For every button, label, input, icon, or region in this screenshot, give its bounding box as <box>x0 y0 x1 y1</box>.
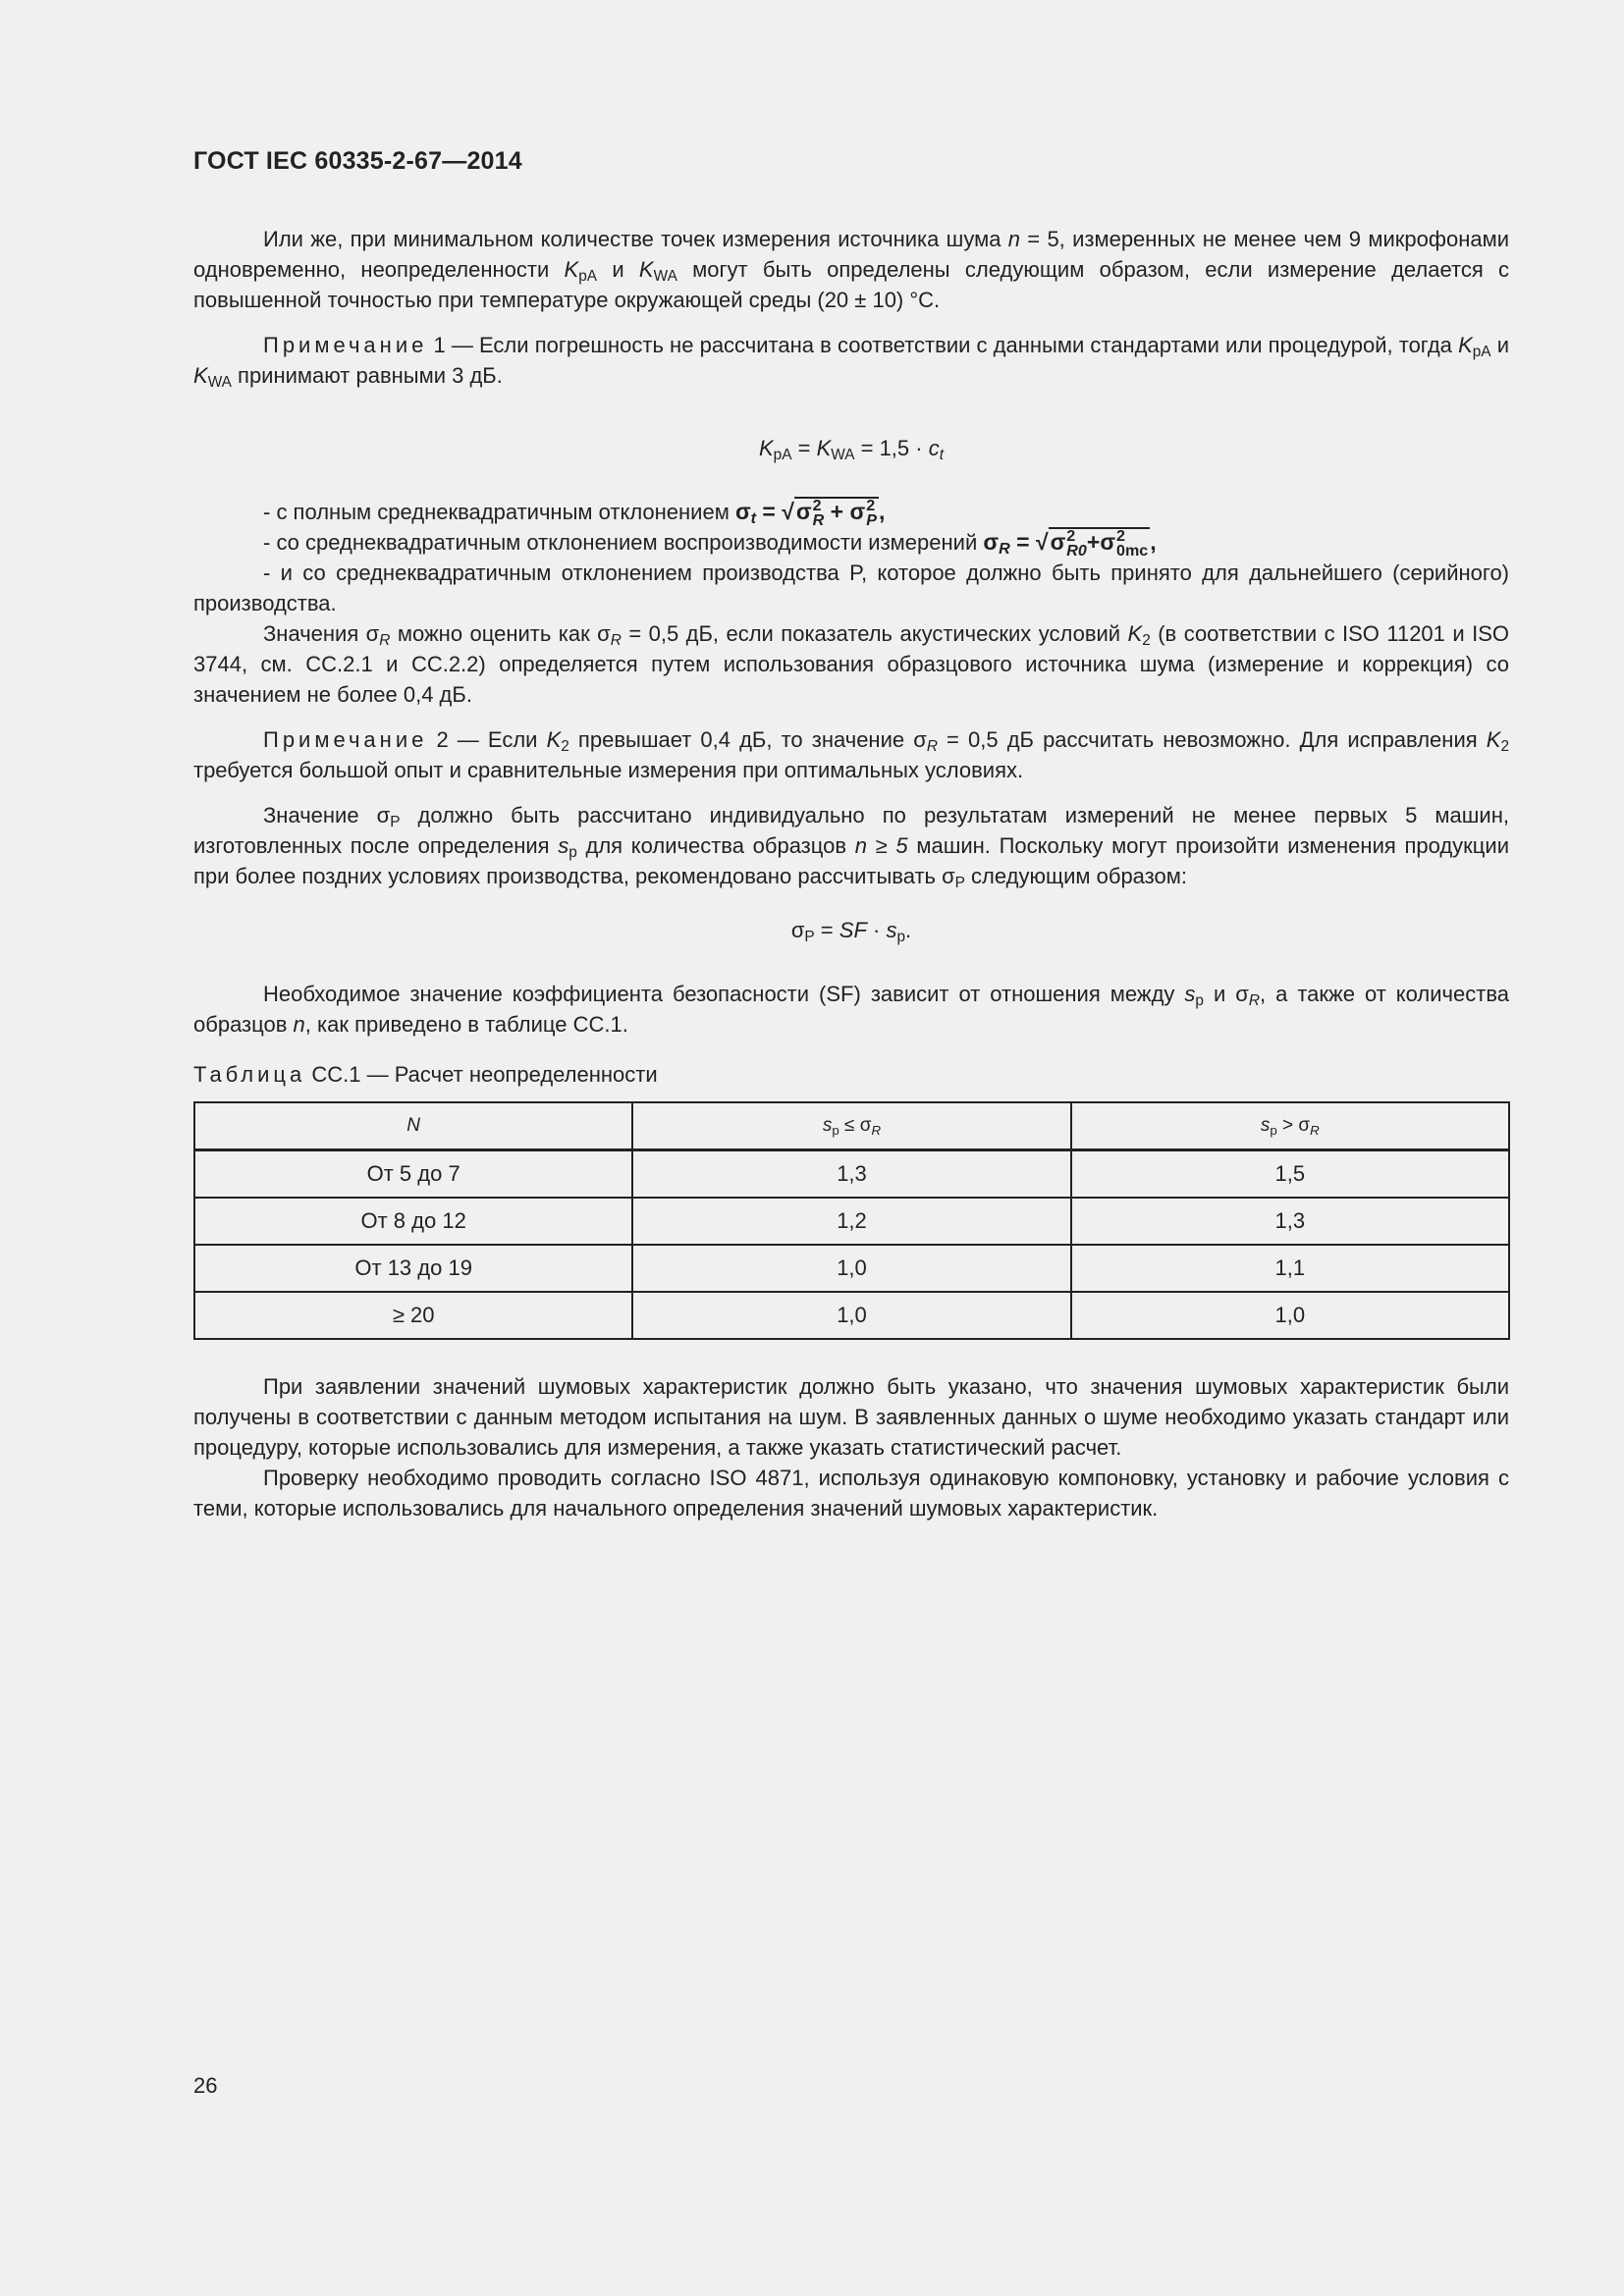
formula-sigma-t: $\sigma_t = √\sigma$ 2 R + σ 2 P , <box>734 497 886 529</box>
paragraph-6: Проверку необходимо проводить согласно ISO 4871, используя одинаковую компоновку, установку и рабочие условия с теми, которые использовались для начального определения значений шумовых характеристик. <box>193 1466 1509 1521</box>
table-row <box>194 1198 1509 1245</box>
cell-n: От 8 до 12 <box>194 1198 632 1245</box>
uncertainty-table <box>193 1101 1510 1340</box>
bullet-total-deviation: - с полным среднеквадратичным отклонением $\sigma_t = √\sigma$ 2 R + σ 2 P , <box>263 497 886 529</box>
note-1: Примечание 1 — Если погрешность не рассчитана в соответствии с данными стандартами или процедурой, тогда $K_{pA}$ и $K_{WA}$ принимают равными 3 дБ. <box>193 333 1510 391</box>
formula-k-equals: $K_{pA} = K_{WA} = 1,5 \cdot c_t$ <box>758 436 944 463</box>
table-row <box>194 1150 1509 1199</box>
bullet-reproducibility-deviation: - со среднеквадратичным отклонением воспроизводимости измерений $\sigma_R = √\sigma$ 2 R0 +σ 2 0mc , <box>263 527 1157 560</box>
paragraph-1: Или же, при минимальном количестве точек измерения источника шума n = 5, измеренных не менее чем 9 микрофонами одновременно, неопределенности $K_{pA}$ и $K_{WA}$ могут быть определены следующим образом, если измерение делается с повышенной точностью при температуре окружающей среды (20 ± 10) °C. <box>193 227 1510 312</box>
paragraph-5: При заявлении значений шумовых характеристик должно быть указано, что значения шумовых характеристик были получены в соответствии с данным методом испытания на шум. В заявленных данных о шуме необходимо указать стандарт или процедуру, которые использовались для измерения, а также указать статистический расчет. <box>193 1374 1509 1460</box>
cell-le: 1,2 <box>632 1198 1070 1245</box>
note-2: Примечание 2 — Если $K_2$ превышает 0,4 дБ, то значение $\sigma_R = 0,5$ дБ рассчитать невозможно. Для исправления $K_2$ требуется большой опыт и сравнительные измерения при оптимальных условиях. <box>193 727 1510 782</box>
paragraph-3: Значение $\sigma_P$ должно быть рассчитано индивидуально по результатам измерений не менее первых 5 машин, изготовленных после определения $s_p$ для количества образцов n ≥ 5 машин. Поскольку могут произойти изменения продукции при более поздних условиях производства, рекомендовано рассчитывать $\sigma_P$ следующим образом: <box>193 803 1509 891</box>
cell-gt: 1,3 <box>1071 1198 1509 1245</box>
bullet-production-deviation: - и со среднеквадратичным отклонением производства P, которое должно быть принято для дальнейшего (серийного) производства. <box>193 561 1509 615</box>
cell-gt: 1,1 <box>1071 1245 1509 1292</box>
paragraph-2: Значения $\sigma_R$ можно оценить как $\sigma_R = 0,5$ дБ, если показатель акустических условий $K_2$ (в соответствии с ISO 11201 и ISO 3744, см. CC.2.1 и CC.2.2) определяется путем использования образцового источника шума (измерение и коррекция) со значением не более 0,4 дБ. <box>193 621 1509 707</box>
cell-le: 1,3 <box>632 1150 1070 1199</box>
cell-le: 1,0 <box>632 1245 1070 1292</box>
cell-gt: 1,0 <box>1071 1292 1509 1339</box>
header-sp-le-sigma-r: $s_p \le \sigma_R$ <box>632 1102 1070 1150</box>
formula-sigma-p: $\sigma_P$ = SF · $s_p$. <box>790 918 912 945</box>
table-row <box>194 1245 1509 1292</box>
formula-sigma-r: $\sigma_R = √\sigma$ 2 R0 +σ 2 0mc , <box>983 527 1157 560</box>
cell-le: 1,0 <box>632 1292 1070 1339</box>
table-caption: Таблица CC.1 — Расчет неопределенности <box>193 1062 658 1087</box>
table-row <box>194 1292 1509 1339</box>
page-number: 26 <box>193 2073 218 2098</box>
cell-n: От 13 до 19 <box>194 1245 632 1292</box>
cell-n: ≥ 20 <box>194 1292 632 1339</box>
document-header: ГОСТ IEC 60335-2-67—2014 <box>193 147 522 175</box>
cell-n: От 5 до 7 <box>194 1150 632 1199</box>
header-n: N <box>194 1102 632 1150</box>
paragraph-4: Необходимое значение коэффициента безопасности (SF) зависит от отношения между $s_p$ и $\sigma_R$, а также от количества образцов n, как приведено в таблице CC.1. <box>193 982 1509 1037</box>
header-sp-gt-sigma-r: $s_p > \sigma_R$ <box>1071 1102 1509 1150</box>
table-header-row <box>194 1102 1509 1150</box>
cell-gt: 1,5 <box>1071 1150 1509 1199</box>
